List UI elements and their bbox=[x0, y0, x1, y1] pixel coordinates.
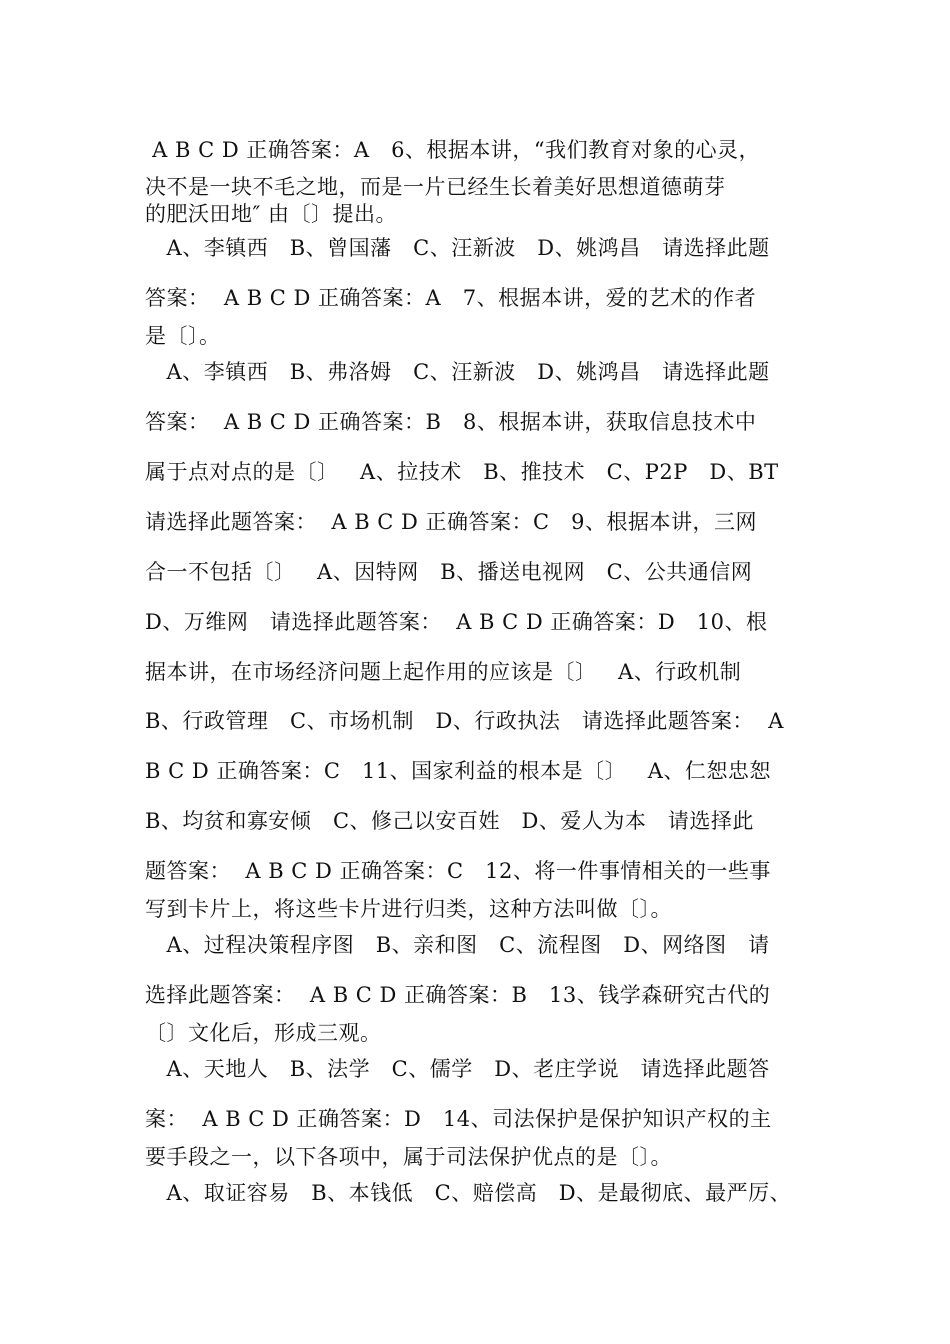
text-line: 是〔〕。 bbox=[145, 324, 221, 348]
text-line: A、取证容易 B、本钱低 C、赔偿高 D、是最彻底、最严厉、 bbox=[145, 1181, 792, 1205]
text-line: 决不是一块不毛之地，而是一片已经生长着美好思想道德萌芽 bbox=[145, 175, 726, 199]
text-line: 合一不包括〔〕 A、因特网 B、播送电视网 C、公共通信网 bbox=[145, 560, 753, 584]
text-line: D、万维网 请选择此题答案： A B C D 正确答案：D 10、根 bbox=[145, 610, 768, 634]
text-line: A B C D 正确答案：A 6、根据本讲，“我们教育对象的心灵， bbox=[145, 138, 761, 162]
text-line: 的肥沃田地″ 由〔〕提出。 bbox=[145, 202, 398, 226]
text-line: B、行政管理 C、市场机制 D、行政执法 请选择此题答案： A bbox=[145, 709, 784, 733]
text-line: B C D 正确答案：C 11、国家利益的根本是〔〕 A、仁恕忠恕 bbox=[145, 759, 771, 783]
text-line: A、天地人 B、法学 C、儒学 D、老庄学说 请选择此题答 bbox=[145, 1057, 770, 1081]
text-line: A、李镇西 B、弗洛姆 C、汪新波 D、姚鸿昌 请选择此题 bbox=[145, 360, 770, 384]
text-line: B、均贫和寡安倾 C、修己以安百姓 D、爱人为本 请选择此 bbox=[145, 809, 754, 833]
text-line: 写到卡片上，将这些卡片进行归类，这种方法叫做〔〕。 bbox=[145, 897, 672, 921]
text-line: 〔〕文化后，形成三观。 bbox=[145, 1021, 382, 1045]
text-line: 据本讲，在市场经济问题上起作用的应该是〔〕 A、行政机制 bbox=[145, 660, 742, 684]
text-line: 答案： A B C D 正确答案：B 8、根据本讲，获取信息技术中 bbox=[145, 410, 757, 434]
text-line: 要手段之一，以下各项中，属于司法保护优点的是〔〕。 bbox=[145, 1145, 672, 1169]
text-line: 请选择此题答案： A B C D 正确答案：C 9、根据本讲，三网 bbox=[145, 510, 758, 534]
text-line: 题答案： A B C D 正确答案：C 12、将一件事情相关的一些事 bbox=[145, 859, 771, 883]
text-line: A、过程决策程序图 B、亲和图 C、流程图 D、网络图 请 bbox=[145, 933, 770, 957]
text-line: 答案： A B C D 正确答案：A 7、根据本讲，爱的艺术的作者 bbox=[145, 286, 757, 310]
text-line: 选择此题答案： A B C D 正确答案：B 13、钱学森研究古代的 bbox=[145, 983, 771, 1007]
text-line: A、李镇西 B、曾国藩 C、汪新波 D、姚鸿昌 请选择此题 bbox=[145, 236, 770, 260]
text-line: 属于点对点的是〔〕 A、拉技术 B、推技术 C、P2P D、BT bbox=[145, 460, 779, 484]
text-line: 案： A B C D 正确答案：D 14、司法保护是保护知识产权的主 bbox=[145, 1107, 772, 1131]
